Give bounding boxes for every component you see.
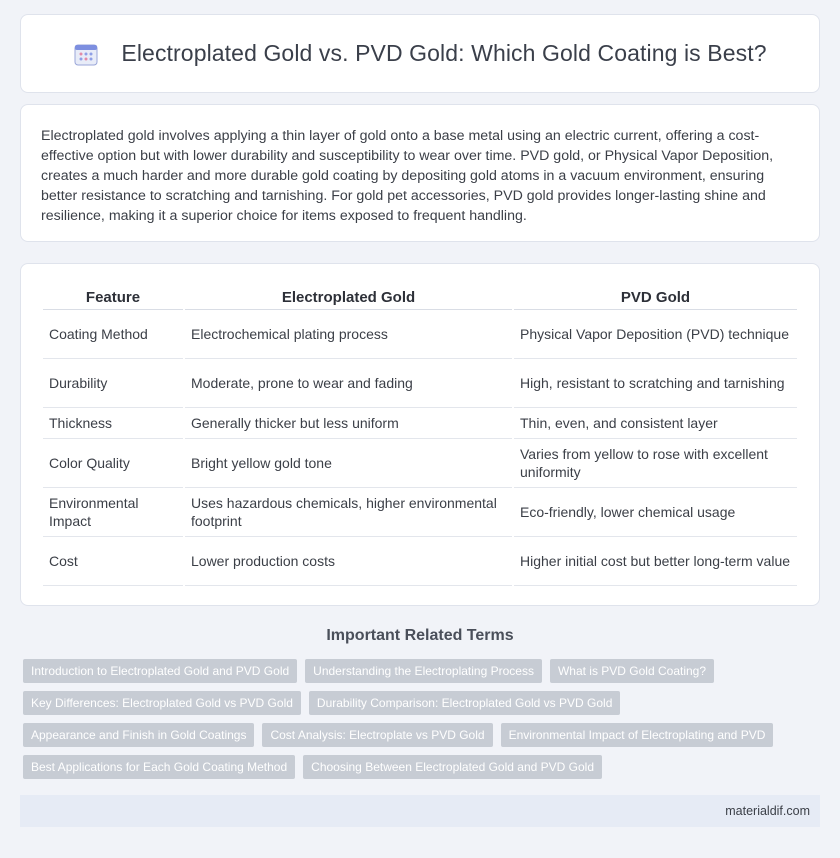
feature-cell: Color Quality — [43, 439, 183, 488]
footer — [20, 795, 820, 827]
tag-row — [23, 691, 813, 715]
related-term-tag[interactable]: Best Applications for Each Gold Coating Method — [23, 755, 295, 779]
related-terms-title: Important Related Terms — [326, 627, 514, 644]
pvd-cell: High, resistant to scratching and tarnishing — [514, 359, 797, 408]
feature-cell: Environmental Impact — [43, 488, 183, 537]
feature-cell: Coating Method — [43, 310, 183, 359]
related-term-tag[interactable]: Cost Analysis: Electroplate vs PVD Gold — [262, 723, 492, 747]
column-header-electroplated: Electroplated Gold — [185, 284, 512, 310]
related-term-tag[interactable]: What is PVD Gold Coating? — [550, 659, 714, 683]
electroplated-cell: Uses hazardous chemicals, higher environmental footprint — [185, 488, 512, 537]
tag-row — [23, 755, 813, 779]
related-term-tag[interactable]: Understanding the Electroplating Process — [305, 659, 542, 683]
header — [73, 40, 766, 67]
column-header-pvd: PVD Gold — [514, 284, 797, 310]
intro-paragraph: Electroplated gold involves applying a thin layer of gold onto a base metal using an electric current, offering a cost-effective option but with lower durability and susceptibility to wear over time. PVD gold, or Physical Vapor Deposition, creates a much harder and more durable gold coating by depositing gold atoms in a vacuum environment, ensuring better resistance to scratching and tarnishing. For gold pet accessories, PVD gold provides longer-lasting shine and resilience, making it a superior choice for items exposed to frequent handling. — [41, 128, 774, 224]
electroplated-cell: Generally thicker but less uniform — [185, 408, 512, 439]
feature-cell: Thickness — [43, 408, 183, 439]
table-row — [43, 537, 797, 586]
related-term-tag[interactable]: Durability Comparison: Electroplated Gold vs PVD Gold — [309, 691, 620, 715]
related-term-tag[interactable]: Choosing Between Electroplated Gold and PVD Gold — [303, 755, 602, 779]
column-header-feature: Feature — [43, 284, 183, 310]
pvd-cell: Eco-friendly, lower chemical usage — [514, 488, 797, 537]
calendar-grid-icon — [73, 41, 99, 67]
electroplated-cell: Lower production costs — [185, 537, 512, 586]
footer-site-name[interactable]: materialdif.com — [725, 804, 810, 818]
header-card — [20, 14, 820, 93]
table-row — [43, 488, 797, 537]
table-header-row — [43, 284, 797, 310]
related-term-tag[interactable]: Appearance and Finish in Gold Coatings — [23, 723, 254, 747]
related-term-tag[interactable]: Introduction to Electroplated Gold and PVD Gold — [23, 659, 297, 683]
table-row — [43, 408, 797, 439]
comparison-table — [41, 284, 799, 586]
feature-cell: Durability — [43, 359, 183, 408]
table-row — [43, 359, 797, 408]
pvd-cell: Varies from yellow to rose with excellent uniformity — [514, 439, 797, 488]
comparison-card — [20, 263, 820, 606]
tag-row — [23, 659, 813, 683]
electroplated-cell: Bright yellow gold tone — [185, 439, 512, 488]
pvd-cell: Thin, even, and consistent layer — [514, 408, 797, 439]
page-title: Electroplated Gold vs. PVD Gold: Which Gold Coating is Best? — [121, 40, 767, 66]
feature-cell: Cost — [43, 537, 183, 586]
table-row — [43, 310, 797, 359]
table-row — [43, 439, 797, 488]
intro-card — [20, 104, 820, 242]
pvd-cell: Higher initial cost but better long-term value — [514, 537, 797, 586]
pvd-cell: Physical Vapor Deposition (PVD) technique — [514, 310, 797, 359]
related-term-tag[interactable]: Environmental Impact of Electroplating and PVD — [501, 723, 774, 747]
electroplated-cell: Moderate, prone to wear and fading — [185, 359, 512, 408]
electroplated-cell: Electrochemical plating process — [185, 310, 512, 359]
related-terms-tags — [23, 659, 813, 787]
related-term-tag[interactable]: Key Differences: Electroplated Gold vs PVD Gold — [23, 691, 301, 715]
tag-row — [23, 723, 813, 747]
